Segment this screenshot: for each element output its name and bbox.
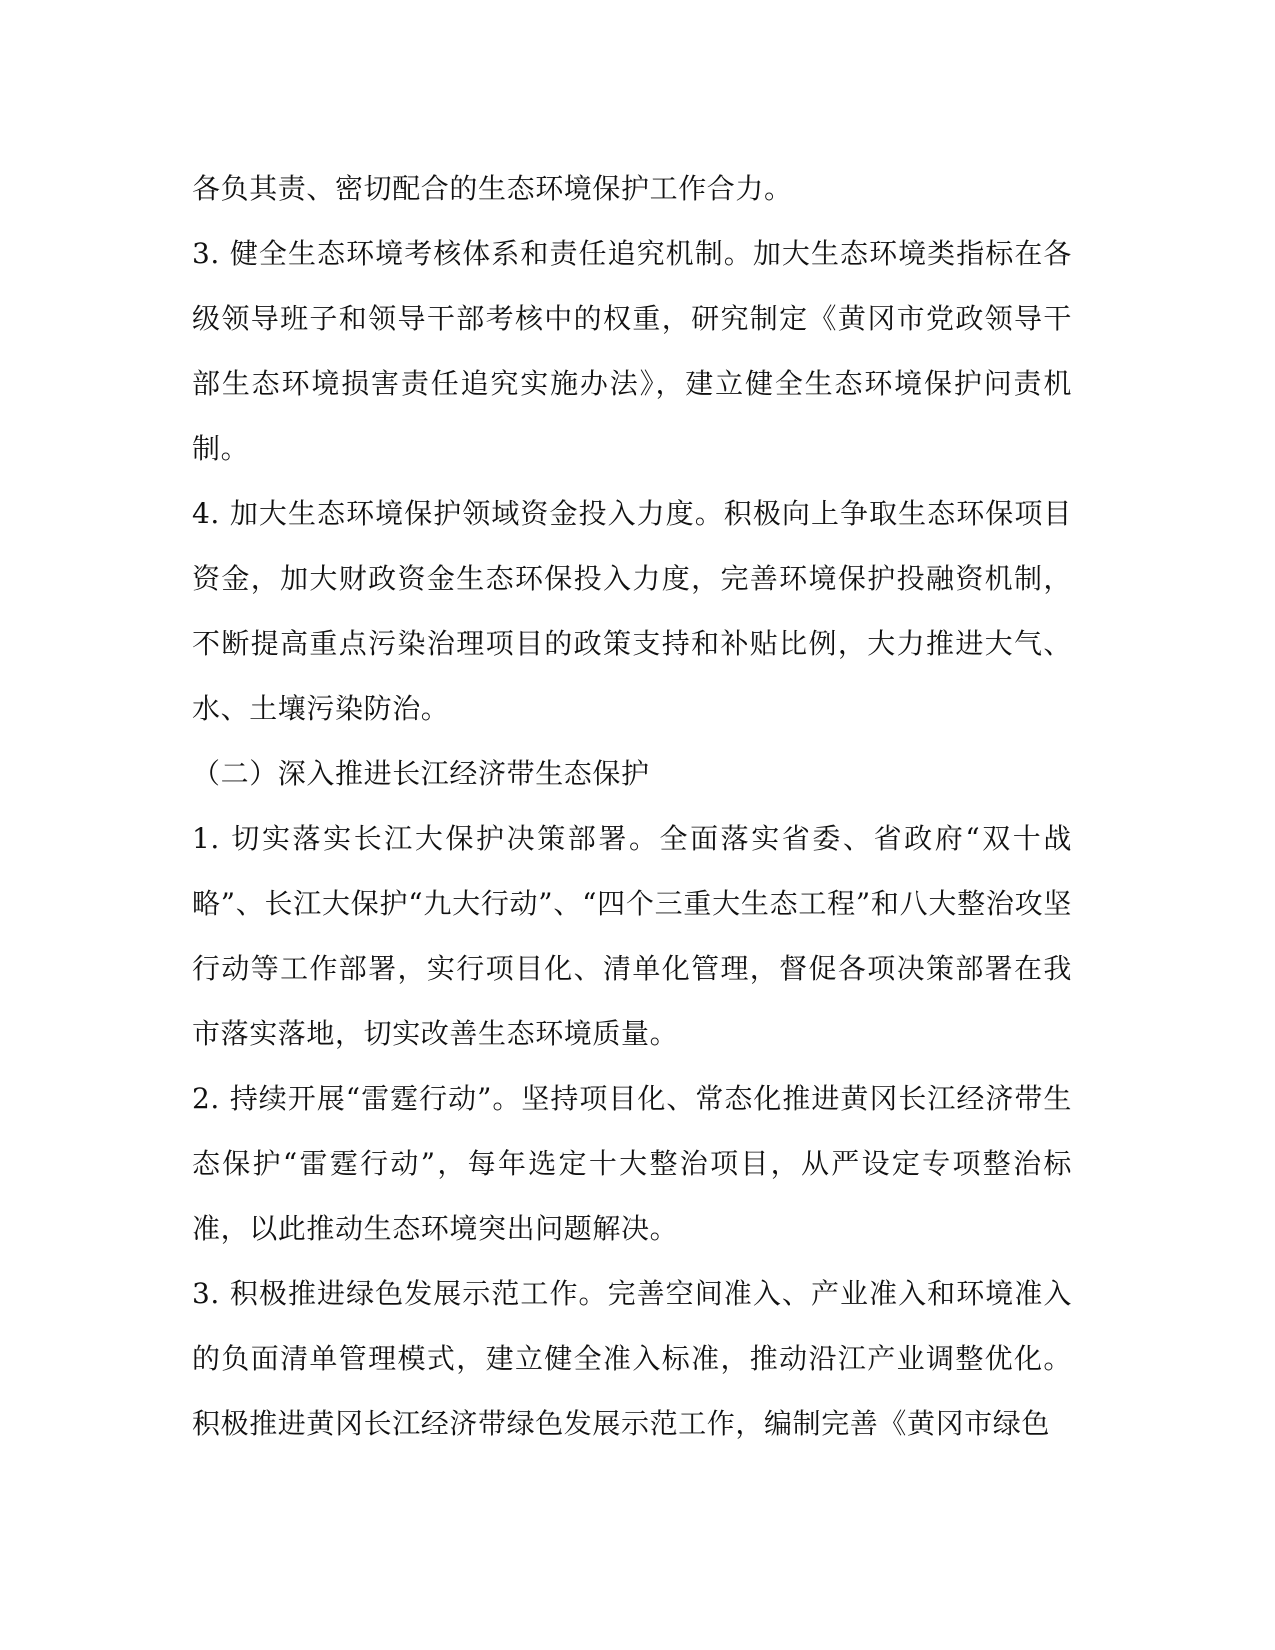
paragraph-continuation: 各负其责、密切配合的生态环境保护工作合力。 bbox=[192, 172, 793, 205]
paragraph-item-3-green-development: 3. 积极推进绿色发展示范工作。完善空间准入、产业准入和环境准入的负面清单管理模式，建立健全准入标准，推动沿江产业调整优化。积极推进黄冈长江经济带绿色发展示范工作，编制完善《黄冈市绿色 bbox=[192, 1277, 1072, 1440]
paragraph-item-1-protection: 1. 切实落实长江大保护决策部署。全面落实省委、省政府“双十战略”、长江大保护“九大行动”、“四个三重大生态工程”和八大整治攻坚行动等工作部署，实行项目化、清单化管理，督促各项决策部署在我市落实落地，切实改善生态环境质量。 bbox=[192, 822, 1072, 1050]
paragraph-item-4-funding: 4. 加大生态环境保护领域资金投入力度。积极向上争取生态环保项目资金，加大财政资金生态环保投入力度，完善环境保护投融资机制，不断提高重点污染治理项目的政策支持和补贴比例，大力推进大气、水、土壤污染防治。 bbox=[192, 497, 1072, 725]
document-body bbox=[192, 156, 1072, 1456]
section-heading-yangtze: （二）深入推进长江经济带生态保护 bbox=[192, 757, 650, 790]
paragraph-item-3-assessment: 3. 健全生态环境考核体系和责任追究机制。加大生态环境类指标在各级领导班子和领导干部考核中的权重，研究制定《黄冈市党政领导干部生态环境损害责任追究实施办法》，建立健全生态环境保护问责机制。 bbox=[192, 237, 1072, 465]
paragraph-item-2-thunder-action: 2. 持续开展“雷霆行动”。坚持项目化、常态化推进黄冈长江经济带生态保护“雷霆行动”，每年选定十大整治项目，从严设定专项整治标准，以此推动生态环境突出问题解决。 bbox=[192, 1082, 1072, 1245]
